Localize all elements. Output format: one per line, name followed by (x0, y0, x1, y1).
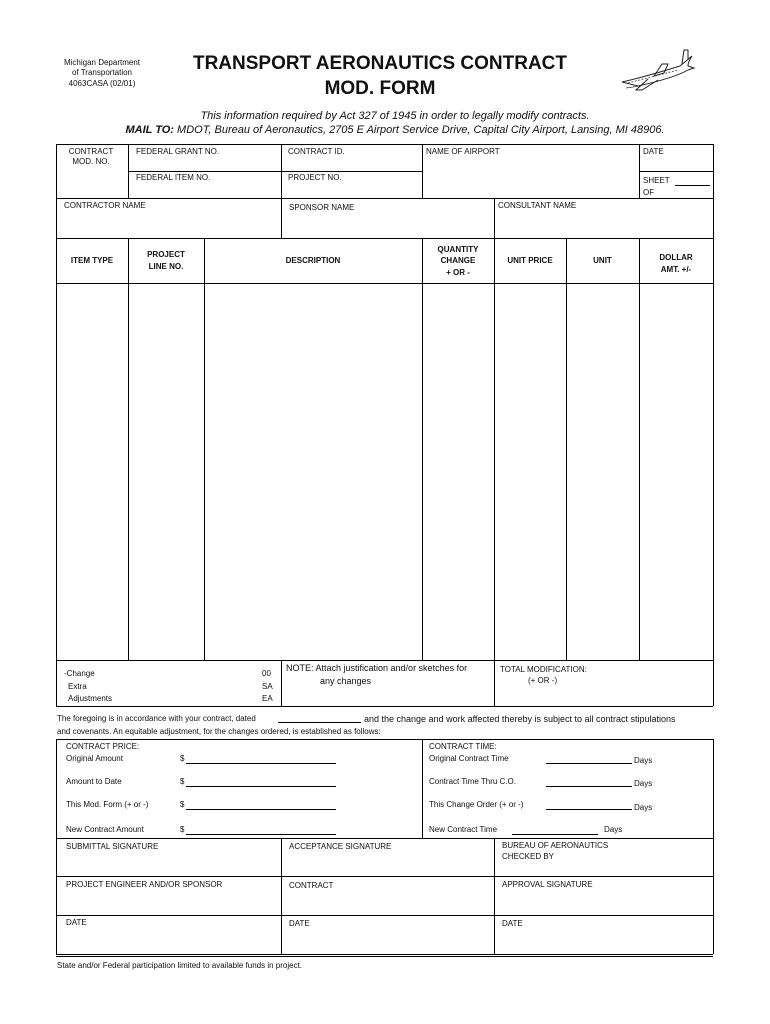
form-title-line-2: MOD. FORM (324, 78, 436, 99)
bureau-label-1: BUREAU OF AERONAUTICS (502, 841, 609, 850)
new-contract-time-label: New Contract Time (429, 825, 498, 834)
this-mod-form-dollar: $ (180, 800, 185, 809)
this-change-order-days: Days (634, 803, 653, 812)
new-contract-amount-label: New Contract Amount (66, 825, 144, 834)
mail-to-label: MAIL TO: (125, 124, 174, 136)
col-header-project-line-1: PROJECT (147, 250, 185, 259)
acceptance-signature-label: ACCEPTANCE SIGNATURE (289, 842, 392, 851)
this-change-order-label: This Change Order (+ or -) (429, 800, 524, 809)
sheet-label: SHEET (643, 176, 670, 185)
date-label-left: DATE (66, 918, 87, 927)
legend-code-extra: SA (262, 682, 273, 691)
contract-mod-no-label-2: MOD. NO. (72, 157, 110, 166)
contract-id-label: CONTRACT ID. (288, 147, 345, 156)
mail-to-address: MDOT, Bureau of Aeronautics, 2705 E Airport Service Drive, Capital City Airport, Lansing, MI 48906. (177, 124, 665, 136)
col-header-unit-price: UNIT PRICE (507, 256, 553, 265)
consultant-name-label: CONSULTANT NAME (498, 201, 577, 210)
statement-part-2: and the change and work affected thereby is subject to all contract stipulations (364, 714, 676, 724)
col-header-quantity-2: CHANGE (440, 256, 476, 265)
note-line-2: any changes (320, 676, 372, 686)
sponsor-name-label: SPONSOR NAME (289, 203, 355, 212)
department-line-2: of Transportation (71, 68, 133, 77)
total-modification-label: TOTAL MODIFICATION: (500, 665, 587, 674)
col-header-dollar-1: DOLLAR (659, 253, 693, 262)
original-amount-dollar: $ (180, 754, 185, 763)
approval-signature-label: APPROVAL SIGNATURE (502, 880, 593, 889)
note-line-1: NOTE: Attach justification and/or sketches for (286, 663, 468, 673)
airport-name-label: NAME OF AIRPORT (426, 147, 500, 156)
new-contract-time-days: Days (604, 825, 623, 834)
department-line-1: Michigan Department (63, 58, 141, 67)
contract-mod-no-label-1: CONTRACT (68, 147, 114, 156)
legend-code-change: 00 (262, 669, 271, 678)
col-header-dollar-2: AMT. +/- (660, 265, 692, 274)
col-header-quantity-3: + OR - (446, 268, 470, 277)
form-number: 4063CASA (02/01) (68, 79, 136, 88)
col-header-project-line-2: LINE NO. (148, 262, 184, 271)
original-contract-time-days: Days (634, 756, 653, 765)
original-amount-label: Original Amount (66, 754, 123, 763)
contract-time-thru-co-days: Days (634, 779, 653, 788)
this-mod-form-label: This Mod. Form (+ or -) (66, 800, 149, 809)
contract-time-thru-co-label: Contract Time Thru C.O. (429, 777, 516, 786)
statement-part-1: The foregoing is in accordance with your contract, dated (57, 714, 256, 723)
amount-to-date-label: Amount to Date (66, 777, 122, 786)
col-header-description: DESCRIPTION (285, 256, 341, 265)
total-modification-sign: (+ OR -) (528, 676, 558, 685)
legend-code-adjust: EA (262, 694, 273, 703)
project-no-label: PROJECT NO. (288, 173, 342, 182)
bureau-label-2: CHECKED BY (502, 852, 555, 861)
date-label-middle: DATE (289, 919, 310, 928)
form-title-line-1: TRANSPORT AERONAUTICS CONTRACT (192, 53, 567, 74)
statement-line-2: and covenants. An equitable adjustment, for the changes ordered, is established as follows: (57, 727, 381, 736)
legend-extra: Extra (68, 682, 87, 691)
col-header-unit: UNIT (593, 256, 612, 265)
sheet-of-label: OF (643, 188, 655, 197)
contract-signature-label: CONTRACT (289, 881, 334, 890)
footer-note: State and/or Federal participation limited to available funds in project. (57, 961, 303, 970)
mail-to-line (60, 124, 730, 137)
new-contract-amount-dollar: $ (180, 825, 185, 834)
original-contract-time-label: Original Contract Time (429, 754, 509, 763)
submittal-signature-label: SUBMITTAL SIGNATURE (66, 842, 159, 851)
legend-adjustments: Adjustments (68, 694, 113, 703)
contractor-name-label: CONTRACTOR NAME (64, 201, 146, 210)
federal-grant-no-label: FEDERAL GRANT NO. (136, 147, 220, 156)
col-header-item-type: ITEM TYPE (70, 256, 114, 265)
legend-change: -Change (64, 669, 95, 678)
contract-time-heading: CONTRACT TIME: (429, 742, 497, 751)
project-engineer-label: PROJECT ENGINEER AND/OR SPONSOR (66, 880, 223, 889)
contract-price-heading: CONTRACT PRICE: (66, 742, 140, 751)
federal-item-no-label: FEDERAL ITEM NO. (136, 173, 211, 182)
date-label: DATE (643, 147, 664, 156)
amount-to-date-dollar: $ (180, 777, 185, 786)
col-header-quantity-1: QUANTITY (437, 245, 479, 254)
info-line: This information required by Act 327 of 1945 in order to legally modify contracts. (200, 110, 590, 122)
airplane-icon (618, 46, 698, 96)
date-label-right: DATE (502, 919, 523, 928)
